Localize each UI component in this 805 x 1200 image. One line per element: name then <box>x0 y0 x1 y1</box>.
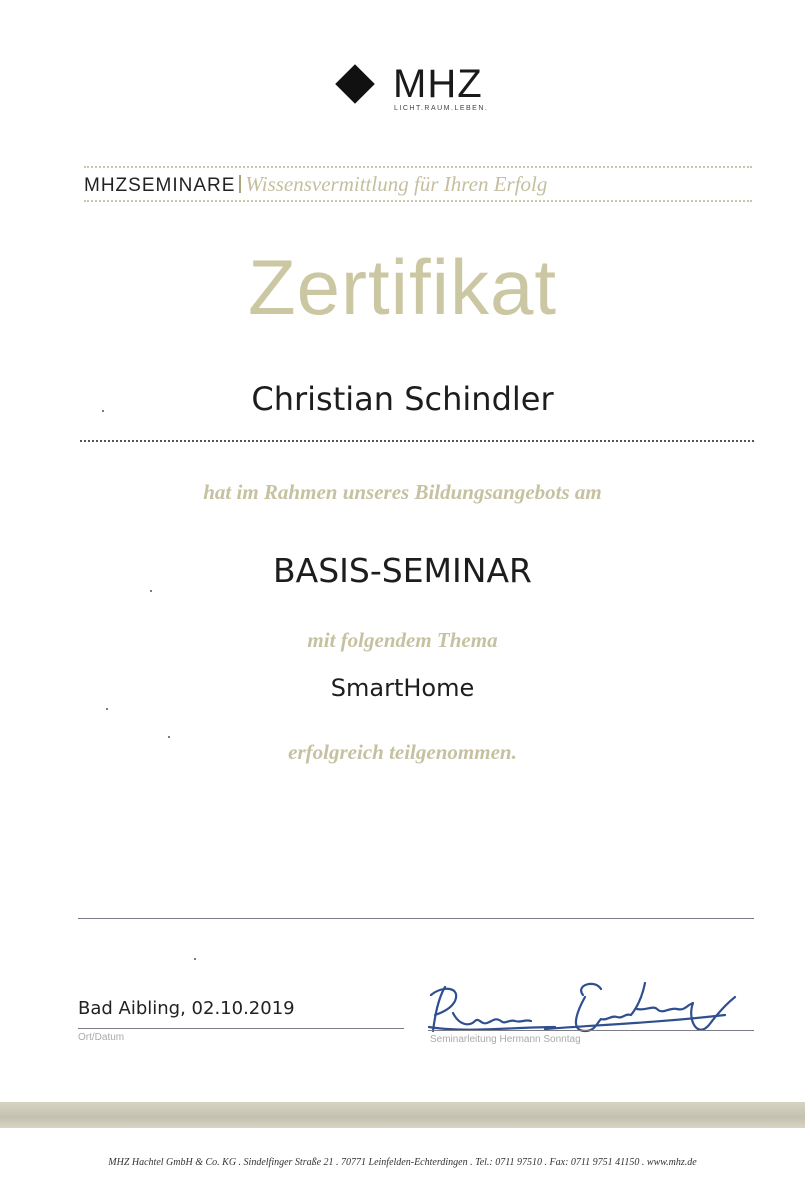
closing-text: erfolgreich teilgenommen. <box>288 740 517 764</box>
topic-intro-text: mit folgendem Thema <box>307 628 498 652</box>
company-logo <box>338 60 508 116</box>
logo-brand-text: MHZ <box>393 62 483 106</box>
topic-text: SmartHome <box>330 674 475 702</box>
diamond-logo-icon <box>335 64 375 104</box>
recipient-underline <box>80 440 754 442</box>
scan-speck <box>150 590 152 592</box>
scan-speck <box>168 736 170 738</box>
seminar-header <box>84 172 756 197</box>
scan-speck <box>102 410 104 412</box>
signature-line <box>428 1030 754 1031</box>
place-date-caption: Ort/Datum <box>78 1032 125 1043</box>
signature-section-divider <box>78 918 754 919</box>
seminar-name: BASIS-SEMINAR <box>273 551 532 590</box>
footer-band <box>0 1102 805 1128</box>
scan-speck <box>194 958 196 960</box>
header-separator <box>239 175 241 193</box>
scan-speck <box>106 708 108 710</box>
header-divider-top <box>84 166 752 168</box>
intro-text: hat im Rahmen unseres Bildungsangebots am <box>203 480 602 504</box>
place-date: Bad Aibling, 02.10.2019 <box>78 998 295 1019</box>
company-footer: MHZ Hachtel GmbH & Co. KG . Sindelfinger Straße 21 . 70771 Leinfelden-Echterdingen . Tel.: 0711 97510 . Fax: 0711 9751 41150 . www.mhz.de <box>108 1157 697 1168</box>
seminar-label: MHZSEMINARE <box>84 175 236 196</box>
signer-caption: Seminarleitung Hermann Sonntag <box>430 1034 581 1045</box>
seminar-slogan: Wissensvermittlung für Ihren Erfolg <box>245 172 548 196</box>
logo-tagline: LICHT.RAUM.LEBEN. <box>394 105 489 112</box>
place-date-line <box>78 1028 404 1029</box>
certificate-title: Zertifikat <box>247 243 558 331</box>
header-divider-bottom <box>84 200 752 202</box>
recipient-name: Christian Schindler <box>251 380 554 418</box>
